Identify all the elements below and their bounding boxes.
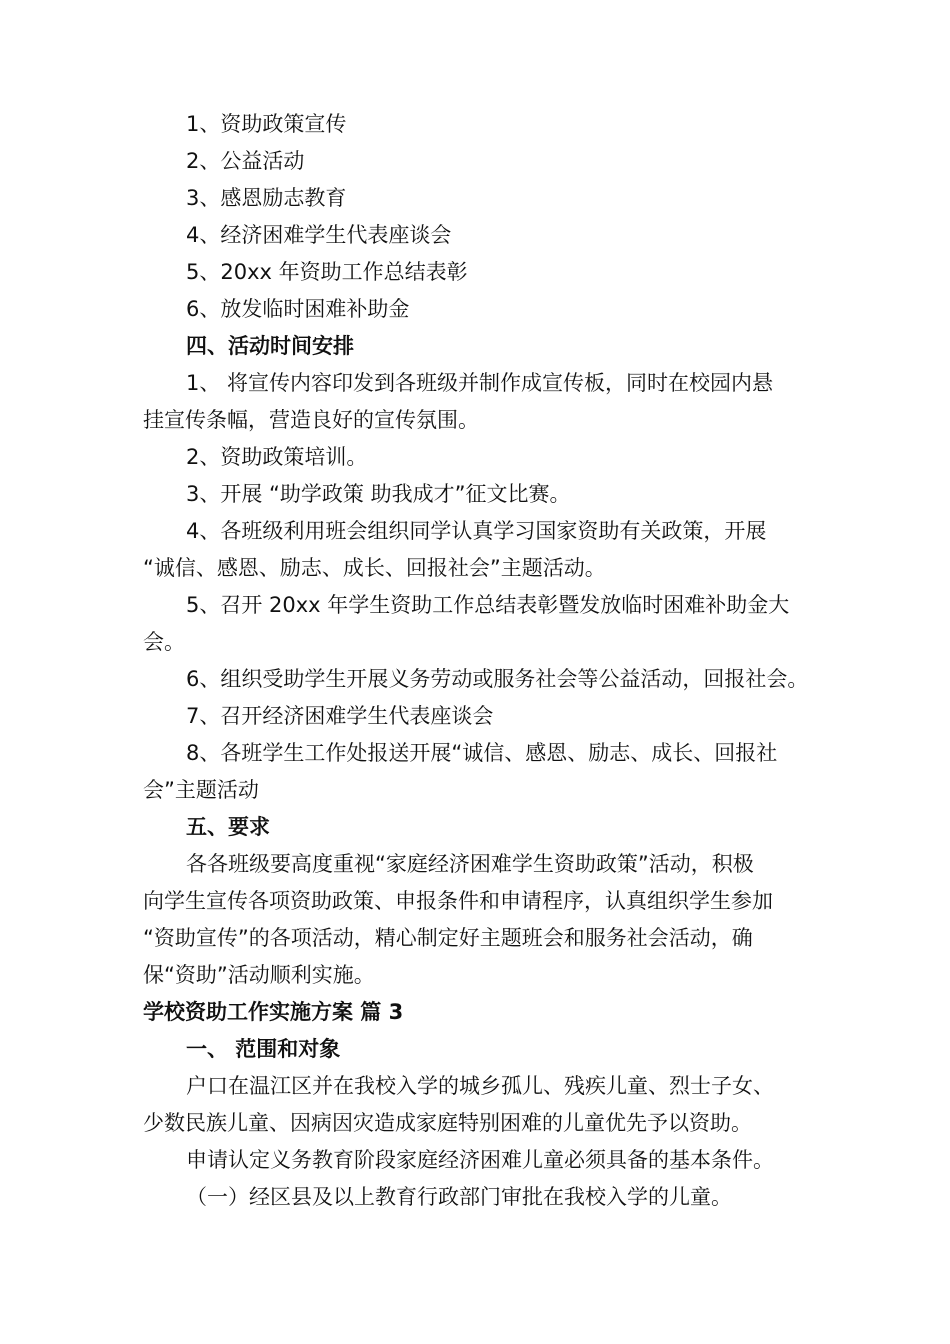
schedule-item-5-cont: 会。 [143, 630, 185, 654]
schedule-item-1: 1、 将宣传内容印发到各班级并制作成宣传板，同时在校园内悬 [186, 371, 774, 395]
schedule-item-1-cont: 挂宣传条幅，营造良好的宣传氛围。 [143, 408, 479, 432]
section-heading-schedule: 四、活动时间安排 [186, 334, 354, 358]
article-title: 学校资助工作实施方案 篇 3 [143, 1000, 404, 1024]
scope-paragraph-line-2: 少数民族儿童、因病因灾造成家庭特别困难的儿童优先予以资助。 [143, 1111, 752, 1135]
requirements-paragraph-line-3: “资助宣传”的各项活动，精心制定好主题班会和服务社会活动，确 [143, 926, 753, 950]
list-item-3: 3、感恩励志教育 [186, 186, 347, 210]
schedule-item-4-cont: “诚信、感恩、励志、成长、回报社会”主题活动。 [143, 556, 606, 580]
condition-item-1: （一）经区县及以上教育行政部门审批在我校入学的儿童。 [186, 1185, 732, 1209]
section-heading-scope: 一、 范围和对象 [186, 1037, 341, 1061]
schedule-item-8: 8、各班学生工作处报送开展“诚信、感恩、励志、成长、回报社 [186, 741, 778, 765]
schedule-item-7: 7、召开经济困难学生代表座谈会 [186, 704, 494, 728]
requirements-paragraph-line-1: 各各班级要高度重视“家庭经济困难学生资助政策”活动，积极 [186, 852, 754, 876]
conditions-intro: 申请认定义务教育阶段家庭经济困难儿童必须具备的基本条件。 [186, 1148, 774, 1172]
list-item-1: 1、资助政策宣传 [186, 112, 347, 136]
schedule-item-3: 3、开展 “助学政策 助我成才”征文比赛。 [186, 482, 571, 506]
requirements-paragraph-line-4: 保“资助”活动顺利实施。 [143, 963, 375, 987]
schedule-item-5: 5、召开 20xx 年学生资助工作总结表彰暨发放临时困难补助金大 [186, 593, 790, 617]
list-item-5: 5、20xx 年资助工作总结表彰 [186, 260, 468, 284]
requirements-paragraph-line-2: 向学生宣传各项资助政策、申报条件和申请程序，认真组织学生参加 [143, 889, 773, 913]
section-heading-requirements: 五、要求 [186, 815, 270, 839]
list-item-4: 4、经济困难学生代表座谈会 [186, 223, 452, 247]
schedule-item-4: 4、各班级利用班会组织同学认真学习国家资助有关政策，开展 [186, 519, 767, 543]
schedule-item-8-cont: 会”主题活动 [143, 778, 259, 802]
document-body [143, 106, 823, 1216]
schedule-item-2: 2、资助政策培训。 [186, 445, 368, 469]
list-item-6: 6、放发临时困难补助金 [186, 297, 410, 321]
scope-paragraph-line-1: 户口在温江区并在我校入学的城乡孤儿、残疾儿童、烈士子女、 [186, 1074, 774, 1098]
schedule-item-6: 6、组织受助学生开展义务劳动或服务社会等公益活动，回报社会。 [186, 667, 809, 691]
list-item-2: 2、公益活动 [186, 149, 305, 173]
